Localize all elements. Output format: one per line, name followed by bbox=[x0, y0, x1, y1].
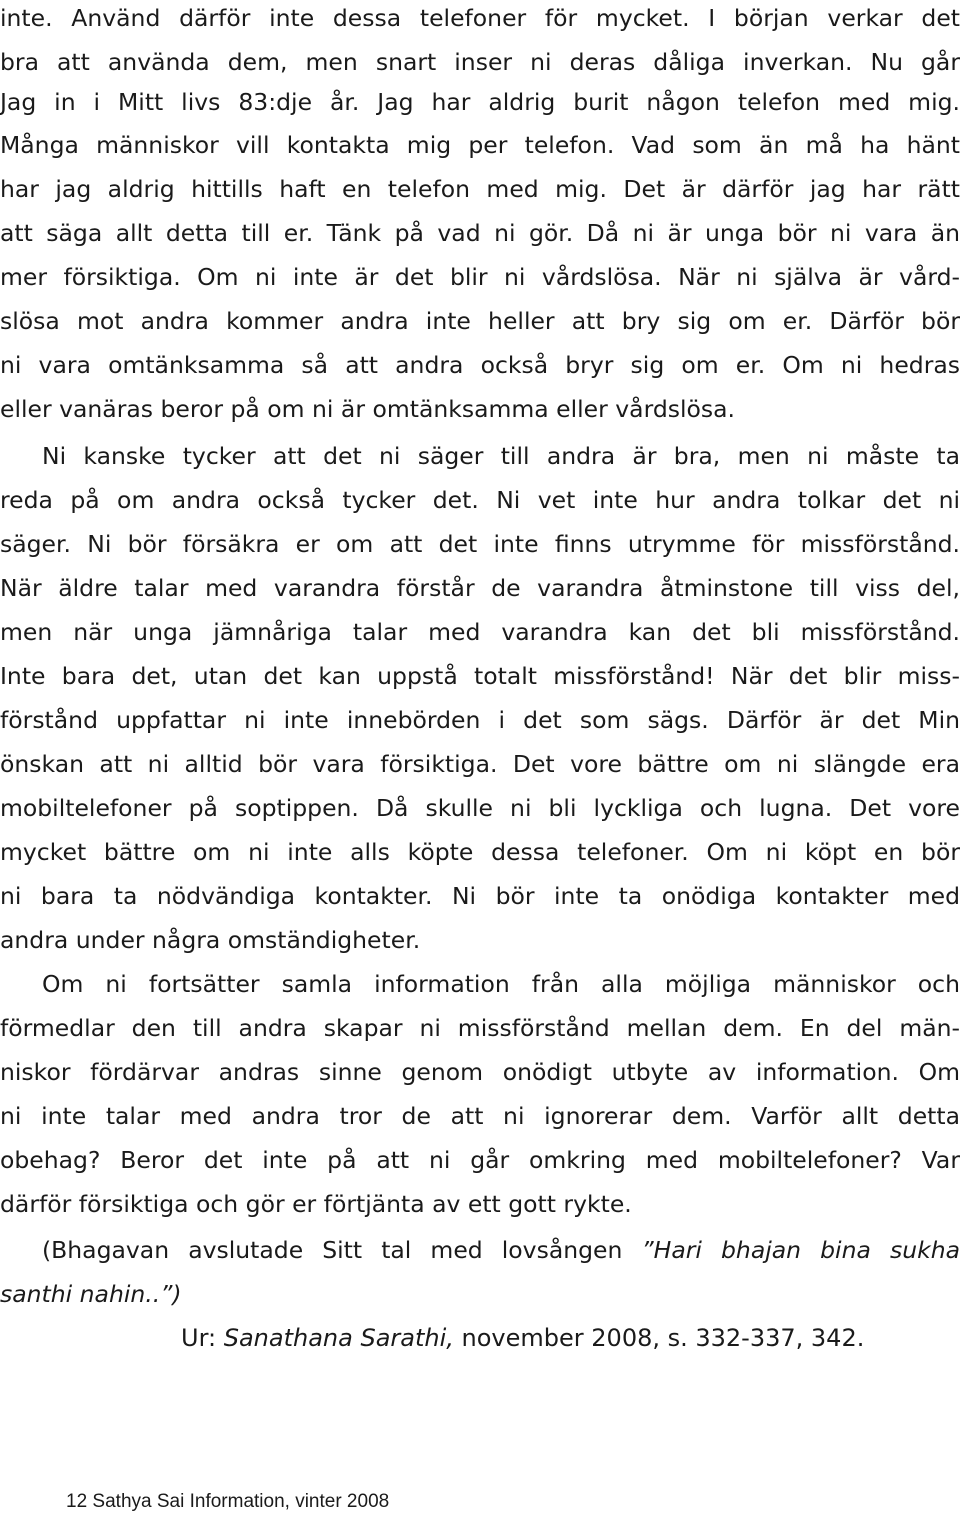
page-number: 12 bbox=[66, 1491, 88, 1512]
text-line: önskan att ni alltid bör vara försiktiga. Det vore bättre om ni slängde era bbox=[0, 750, 960, 778]
text-line: inte. Använd därför inte dessa telefoner för mycket. I början verkar det bbox=[0, 4, 960, 32]
text-line: förmedlar den till andra skapar ni missförstånd mellan dem. En del män- bbox=[0, 1014, 960, 1042]
text-line: bra att använda dem, men snart inser ni deras dåliga inverkan. Nu går bbox=[0, 48, 960, 76]
text-line: Om ni fortsätter samla information från alla möjliga människor och bbox=[42, 970, 960, 998]
text-line: reda på om andra också tycker det. Ni vet inte hur andra tolkar det ni bbox=[0, 486, 960, 514]
text-line: mer försiktiga. Om ni inte är det blir ni vårdslösa. När ni själva är vård- bbox=[0, 263, 960, 291]
text-line: att säga allt detta till er. Tänk på vad ni gör. Då ni är unga bör ni vara än bbox=[0, 219, 960, 247]
text-line: Jag in i Mitt livs 83:dje år. Jag har aldrig burit någon telefon med mig. bbox=[0, 88, 960, 116]
source-details: november 2008, s. 332-337, 342. bbox=[453, 1324, 865, 1352]
text-line: har jag aldrig hittills haft en telefon med mig. Det är därför jag har rätt bbox=[0, 175, 960, 203]
text-line: ni bara ta nödvändiga kontakter. Ni bör inte ta onödiga kontakter med bbox=[0, 882, 960, 910]
text-line: niskor fördärvar andras sinne genom onödigt utbyte av information. Om bbox=[0, 1058, 960, 1086]
text-line: säger. Ni bör försäkra er om att det inte finns utrymme för missförstånd. bbox=[0, 530, 960, 558]
text-line: förstånd uppfattar ni inte innebörden i det som sägs. Därför är det Min bbox=[0, 706, 960, 734]
text-line: Många människor vill kontakta mig per telefon. Vad som än må ha hänt bbox=[0, 131, 960, 159]
footer-publication: Sathya Sai Information, vinter 2008 bbox=[92, 1491, 390, 1512]
text-line: slösa mot andra kommer andra inte heller att bry sig om er. Därför bör bbox=[0, 307, 960, 335]
text-line: andra under några omständigheter. bbox=[0, 926, 421, 954]
text-line: Ni kanske tycker att det ni säger till andra är bra, men ni måste ta bbox=[42, 442, 960, 470]
text-line: därför försiktiga och gör er förtjänta av ett gott rykte. bbox=[0, 1190, 632, 1218]
text-line: ni inte talar med andra tror de att ni ignorerar dem. Varför allt detta bbox=[0, 1102, 960, 1130]
text-line: men när unga jämnåriga talar med varandra kan det bli missförstånd. bbox=[0, 618, 960, 646]
source-prefix: Ur: bbox=[181, 1324, 224, 1352]
text-line: När äldre talar med varandra förstår de varandra åtminstone till viss del, bbox=[0, 574, 960, 602]
song-title-part-2: santhi nahin..”) bbox=[0, 1280, 182, 1308]
closing-line bbox=[0, 1228, 960, 1272]
text-line: ni vara omtänksamma så att andra också bryr sig om er. Om ni hedras bbox=[0, 351, 960, 379]
source-publication: Sanathana Sarathi, bbox=[223, 1324, 454, 1352]
text-line: mycket bättre om ni inte alls köpte dessa telefoner. Om ni köpt en bör bbox=[0, 838, 960, 866]
song-title-part-1: ”Hari bhajan bina sukha bbox=[641, 1236, 960, 1264]
closing-prefix: (Bhagavan avslutade Sitt tal med lovsången bbox=[42, 1236, 642, 1264]
page-footer bbox=[66, 1490, 389, 1514]
text-line: mobiltelefoner på soptippen. Då skulle ni bli lyckliga och lugna. Det vore bbox=[0, 794, 960, 822]
text-line: Inte bara det, utan det kan uppstå totalt missförstånd! När det blir miss- bbox=[0, 662, 960, 690]
text-line: obehag? Beror det inte på att ni går omkring med mobiltelefoner? Var bbox=[0, 1146, 960, 1174]
text-line: eller vanäras beror på om ni är omtänksamma eller vårdslösa. bbox=[0, 395, 735, 423]
source-citation bbox=[181, 1316, 864, 1360]
